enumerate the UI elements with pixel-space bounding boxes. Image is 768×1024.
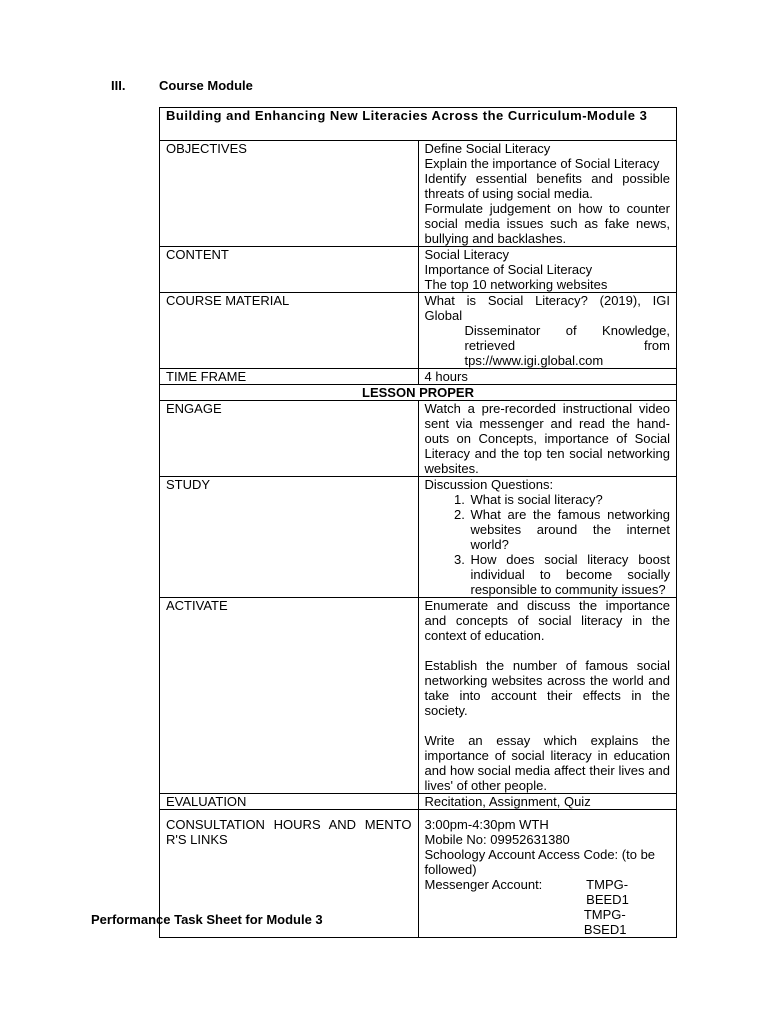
content-cell xyxy=(418,247,677,293)
activate-cell xyxy=(418,598,677,794)
evaluation-label: EVALUATION xyxy=(160,794,419,810)
objectives-label: OBJECTIVES xyxy=(160,141,419,247)
messenger-account: TMPG- BSED1 xyxy=(583,907,627,937)
module-title: Building and Enhancing New Literacies Across the Curriculum-Module 3 xyxy=(160,108,677,141)
time-frame-row xyxy=(160,369,677,385)
objective-line: Formulate judgement on how to counter social media issues such as fake news, bullying and backlashes. xyxy=(424,201,670,246)
messenger-account: TMPG-BEED1 xyxy=(586,877,629,907)
time-frame-label: TIME FRAME xyxy=(160,369,419,385)
discussion-question: 2. What are the famous networking websites around the internet world? xyxy=(469,507,671,552)
content-line: The top 10 networking websites xyxy=(424,277,608,292)
objective-line: Explain the importance of Social Literacy xyxy=(424,156,660,171)
paragraph-spacer xyxy=(425,643,671,658)
activate-row xyxy=(160,598,677,794)
evaluation-row xyxy=(160,794,677,810)
consultation-cell xyxy=(418,810,677,938)
paragraph-spacer xyxy=(425,718,671,733)
engage-label: ENGAGE xyxy=(160,401,419,477)
performance-task-title: Performance Task Sheet for Module 3 xyxy=(91,912,323,927)
discussion-question: 1. What is social literacy? xyxy=(469,492,671,507)
content-label: CONTENT xyxy=(160,247,419,293)
evaluation-value: Recitation, Assignment, Quiz xyxy=(418,794,677,810)
discussion-question: 3. How does social literacy boost individual to become socially responsible to community issues? xyxy=(469,552,671,597)
messenger-label: Messenger Account: xyxy=(424,877,543,892)
content-line: Importance of Social Literacy xyxy=(424,262,593,277)
course-material-label: COURSE MATERIAL xyxy=(160,293,419,369)
activate-paragraph: Establish the number of famous social networking websites across the world and take into account their effects in the society. xyxy=(424,658,670,718)
objective-line: Define Social Literacy xyxy=(424,141,551,156)
study-label: STUDY xyxy=(160,477,419,598)
engage-text: Watch a pre-recorded instructional video sent via messenger and read the hand-outs on Concepts, importance of Social Literacy and the top ten social networking websites. xyxy=(418,401,677,477)
time-frame-value: 4 hours xyxy=(418,369,677,385)
engage-row xyxy=(160,401,677,477)
course-material-cell xyxy=(418,293,677,369)
course-material-rest: Disseminator of Knowledge, retrieved from tps://www.igi.global.com xyxy=(464,323,670,368)
content-row xyxy=(160,247,677,293)
objectives-cell xyxy=(418,141,677,247)
activate-paragraph: Enumerate and discuss the importance and concepts of social literacy in the context of education. xyxy=(424,598,670,643)
messenger-row xyxy=(425,877,671,907)
title-row xyxy=(160,108,677,141)
mobile-number: Mobile No: 09952631380 xyxy=(424,832,570,847)
schoology-code: Schoology Account Access Code: (to be followed) xyxy=(424,847,656,877)
course-material-first-line: What is Social Literacy? (2019), IGI Global xyxy=(424,293,670,323)
objectives-row xyxy=(160,141,677,247)
section-number: III. xyxy=(111,78,126,93)
lesson-proper-heading: LESSON PROPER xyxy=(160,385,677,401)
activate-label: ACTIVATE xyxy=(160,598,419,794)
lesson-proper-row xyxy=(160,385,677,401)
consultation-label: CONSULTATION HOURS AND MENTOR'S LINKS xyxy=(160,810,419,938)
discussion-questions xyxy=(425,492,671,597)
content-line: Social Literacy xyxy=(424,247,510,262)
objective-line: Identify essential benefits and possible threats of using social media. xyxy=(424,171,670,201)
study-cell xyxy=(418,477,677,598)
course-module-table xyxy=(159,107,677,938)
study-row xyxy=(160,477,677,598)
activate-paragraph: Write an essay which explains the importance of social literacy in education and how social media affect their lives and lives' of other people. xyxy=(424,733,670,793)
messenger-row xyxy=(425,907,671,937)
course-material-row xyxy=(160,293,677,369)
section-heading xyxy=(111,78,253,93)
consultation-hours: 3:00pm-4:30pm WTH xyxy=(424,817,549,832)
study-intro: Discussion Questions: xyxy=(424,477,554,492)
section-title: Course Module xyxy=(159,78,253,93)
messenger-spacer xyxy=(425,907,584,937)
